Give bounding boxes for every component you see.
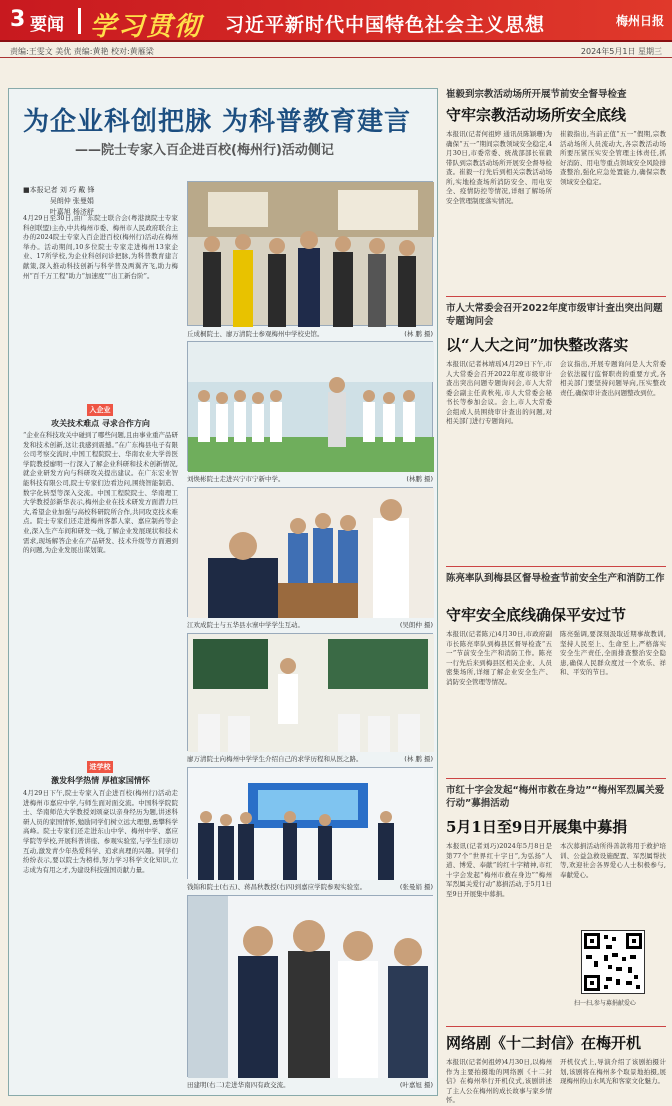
lead-story (8, 88, 438, 1096)
section-tag: 进学校 (87, 761, 113, 773)
kicker-safety: 陈亮率队到梅县区督导检查节前安全生产和消防工作 (446, 573, 665, 584)
headline-redcross: 5月1日至9日开展集中募捐 (446, 818, 628, 836)
kicker-npc: 市人大常委会召开2022年度市级审计查出突出问题专题询问会 (446, 303, 663, 327)
edition-meta (0, 44, 672, 58)
article-drama-col1: 本报讯(记者何祖婷)4月30日,以梅州作为主要拍摄地的网络剧《十二封信》在梅州举行开机仪式,该剧讲述了主人公在梅州的成长故事与家乡情怀。 (446, 1058, 552, 1104)
article-npc-col1: 本报讯(记者林靖瑶)4月29日下午,市人大常委会召开2022年度市级审计查出突出问题专题询问会,市人大常委会副主任黄秋苑,市人大常委会秘书长等参加会议。会上,市人大常委会组成人员围绕审计查出的问题,对相关部门进行专题询问。 (446, 360, 552, 425)
kicker-religion: 崔毅到宗教活动场所开展节前安全督导检查 (446, 89, 627, 100)
subheading-1: 攻关技术难点 寻求合作方向 (51, 419, 150, 428)
page-number: 3 (10, 7, 26, 32)
lead-paragraph-1: 4月29日至30日,由广东院士联合会(粤港澳院士专家科创联盟)主办,中共梅州市委、梅州市人民政府联合主办的2024院士专家入百企进百校(梅州行)活动在梅州举办。活动期间,10多位院士专家走进梅州13家企业、17所学校,为企业科创问诊把脉,为科普教育建言献策,深入推动科技创新与科学普及两翼齐飞,助力梅州“百千万工程”助力“加速度”“出工新台阶”。 (23, 214, 178, 280)
subheading-2: 激发科学热情 厚植家国情怀 (51, 776, 150, 785)
article-drama-col2: 开机仪式上,导演介绍了该剧拍摄计划,该剧将在梅州多个取景地拍摄,展现梅州的山水风光和客家文化魅力。 (560, 1058, 666, 1085)
kicker-redcross: 市红十字会发起“梅州市救在身边”“梅州军烈属关爱行动”募捐活动 (446, 785, 665, 809)
divider (446, 566, 666, 567)
photo-caption: 刘焕彬院士走进兴宁市宁新中学。 (林鹏 摄) (187, 475, 433, 483)
qr-code-icon[interactable] (581, 930, 645, 994)
lead-paragraph-3: 4月29日下午,院士专家入百企进百校(梅州行)活动走进梅州市嘉应中学,与师生面对面交流。中国科学院院士、华南师范大学教授刘颂豪以亲身经历为题,讲述科研人员的家国情怀,勉励同学们树立远大理想,勇攀科学高峰。院士专家们还走进东山中学、梅州中学、嘉应学院等学校,开展科普讲座、参观实验室,与学生们亲切互动,激发青少年热爱科学、追求真理的兴趣。同学们纷纷表示,要以院士为榜样,努力学习科学文化知识,立志成为有用之才,为建设科技强国贡献力量。 (23, 789, 178, 874)
page-header (0, 0, 672, 42)
column-subtitle: 习近平新时代中国特色社会主义思想 (225, 14, 546, 36)
photo-caption: 丘成桐院士、廖万清院士参观梅州中学校史馆。 (林 鹏 摄) (187, 330, 433, 338)
edition-date: 2024年5月1日 星期三 (580, 47, 662, 56)
headline-religion: 守牢宗教活动场所安全底线 (446, 106, 627, 124)
section-name: 要闻 (30, 15, 64, 35)
column-title: 学习贯彻 (90, 12, 203, 42)
photo-caption: 江欢成院士与五华县水寨中学学生互动。 (吴朗仲 摄) (187, 621, 433, 629)
byline: ■本报记者 刘 巧 戴 锋 吴朗仲 张曼娟 叶嘉旭 杨济舒 (23, 186, 95, 216)
headline-safety: 守牢安全底线确保平安过节 (446, 606, 627, 624)
divider (446, 778, 666, 779)
headline-npc: 以“人大之问”加快整改落实 (446, 336, 629, 354)
divider (446, 1026, 666, 1027)
article-religion-col1: 本报讯(记者何祖婷 通讯员陈颖珊)为确保“五一”期间宗教领域安全稳定,4月30日,市委常委、统战部部长崔毅带队到宗教活动场所开展安全督导检查。崔毅一行先后到相关宗教活动场所,实地检查场所消防安全、用电安全、疫情防控等情况,详细了解场所安全管理制度落实情况。 (446, 130, 552, 205)
photo-caption: 廖万清院士向梅州中学学生介绍自己的求学历程和从医之路。 (林 鹏 摄) (187, 755, 433, 763)
lead-subheadline: ——院士专家入百企进百校(梅州行)活动侧记 (75, 143, 334, 158)
qr-caption: 扫一扫,参与募捐献爱心 (574, 1000, 636, 1007)
photo-student-interaction (187, 487, 433, 617)
news-column (446, 88, 666, 1104)
article-safety-col2: 陈亮强调,要深刻汲取近期事故教训,坚持人民至上、生命至上,严格落实安全生产责任,全面排查整治安全隐患,确保人民群众度过一个欢乐、祥和、平安的节日。 (560, 630, 666, 676)
lead-paragraph-2: “企业在科技攻关中碰到了哪些问题,且由事业重产品研发和技术创新,这让我感到震撼。”在广东梅县电子有限公司考察交流时,中国工程院院士、华南农业大学兽医学院教授廖明一行深入了解企业科研和技术创新情况,就企业研发方向与科研攻关提出建议。在广东宏业智能科技有限公司,院士专家们边看边问,围绕智能制造、数字化转型等深入交流。中国工程院院士、华南理工大学教授彭新华表示,梅州企业在技术研发方面潜力巨大,希望企业加强与高校科研院所合作,共同攻克技术难点。院士专家们还走进梅州客都人家、嘉应制药等企业,深入生产车间和研发一线,了解企业发展现状和技术需求,现场解答企业在产品研发、技术升级等方面遇到的问题,为企业发展出谋划策。 (23, 431, 178, 555)
photo-caption: 田建明(右二)走进华南四有政交流。 (叶嘉旭 摄) (187, 1081, 433, 1089)
article-npc-col2: 会议指出,开展专题询问是人大常委会依法履行监督职责的重要方式,各相关部门要坚持问题导向,压实整改责任,确保审计查出问题整改到位。 (560, 360, 666, 397)
photo-lab-visit (187, 767, 433, 879)
headline-drama: 网络剧《十二封信》在梅开机 (446, 1034, 642, 1052)
header-divider (78, 8, 81, 34)
photo-lecture (187, 633, 433, 751)
article-religion-col2: 崔毅指出,当前正值“五一”假期,宗教活动场所人员流动大,各宗教活动场所要压紧压实安全管理主体责任,抓好消防、用电等重点领域安全风险排查整治,强化应急处置能力,确保宗教领域安全稳定。 (560, 130, 666, 186)
divider (446, 296, 666, 297)
photo-caption: 钱锦和院士(右五)、蒋昌秋教授(右四)到嘉应学院参观实验室。 (张曼娟 摄) (187, 883, 433, 891)
photo-history-hall (187, 181, 433, 326)
editor-credits: 责编:王雯文 美优 责编:黄艳 校对:黄雁梁 (10, 47, 154, 56)
article-redcross-col1: 本报讯(记者刘巧)2024年5月8日是第77个“世界红十字日”,为弘扬“人道、博爱、奉献”的红十字精神,市红十字会发起“梅州市救在身边”“梅州军烈属关爱行动”募捐活动,于5月1日至9日开展集中募捐。 (446, 842, 552, 898)
section-tag: 入企业 (87, 404, 113, 416)
newspaper-logo: 梅州日报 (615, 14, 664, 28)
lead-headline: 为企业科创把脉 为科普教育建言 (23, 107, 412, 137)
article-redcross-col2: 本次募捐活动所得善款将用于救护培训、公益急救设施配置、军烈属帮扶等,欢迎社会各界爱心人士积极参与,奉献爱心。 (560, 842, 666, 879)
article-safety-col1: 本报讯(记者陈元)4月30日,市政府副市长陈亮率队到梅县区督导检查“五一”节前安全生产和消防工作。陈亮一行先后来到梅县区相关企业、人员密集场所,详细了解企业安全生产、消防安全管理等情况。 (446, 630, 552, 686)
photo-group (187, 895, 433, 1077)
photo-school-visit (187, 341, 433, 471)
